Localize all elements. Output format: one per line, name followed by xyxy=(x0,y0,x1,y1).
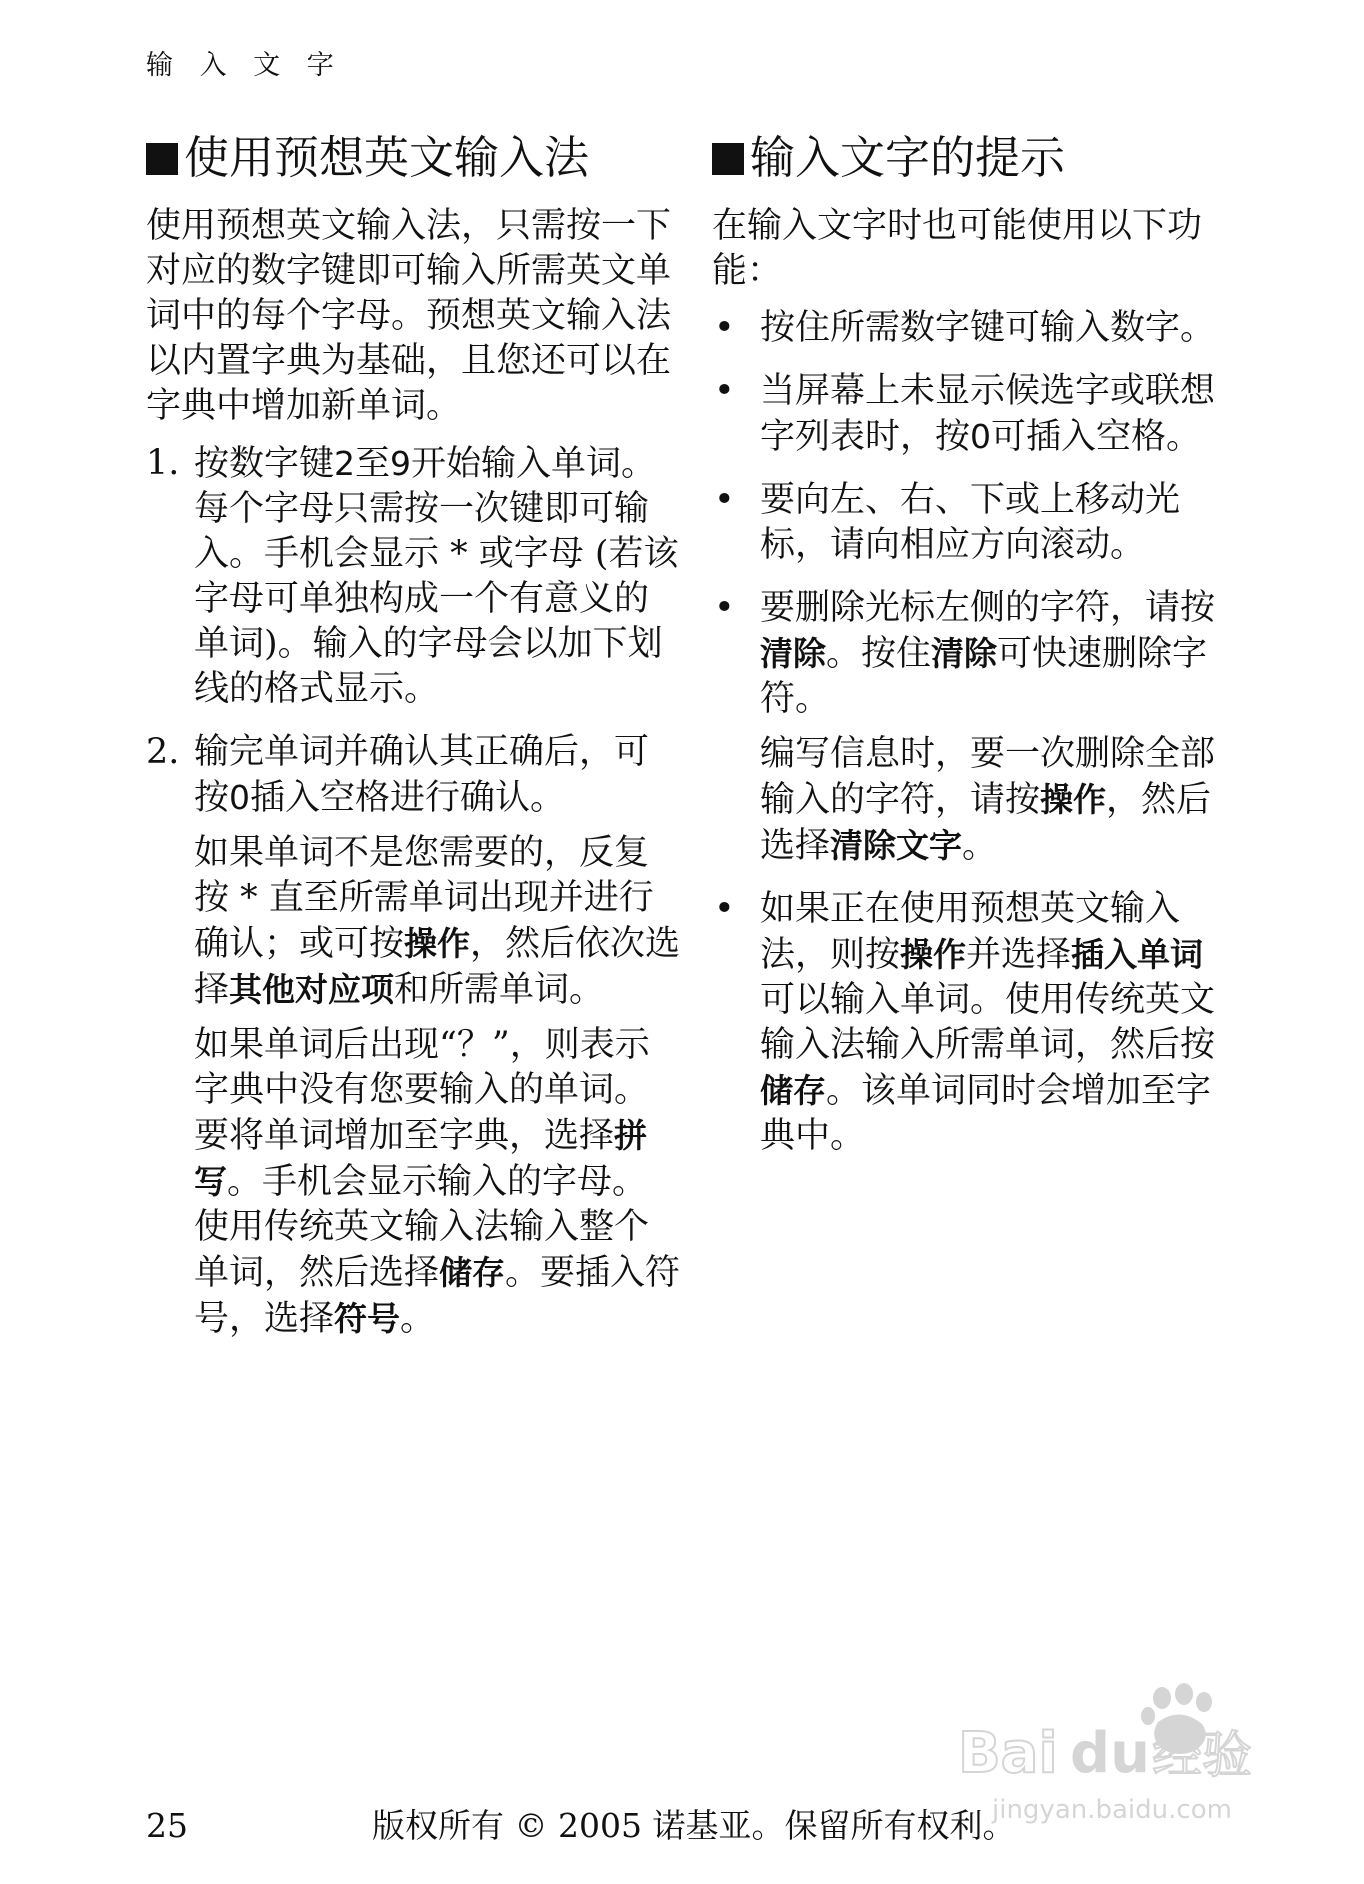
menu-term: 储存 xyxy=(439,1253,506,1292)
bullet-icon: • xyxy=(714,371,735,411)
text-run: 可以输入单词。使用传统英文输入法输入所需单词，然后按 xyxy=(760,980,1216,1065)
tip-item xyxy=(712,586,1227,869)
svg-text:Bai: Bai xyxy=(958,1721,1058,1786)
left-column xyxy=(146,130,681,1360)
intro-paragraph: 在输入文字时也可能使用以下功能： xyxy=(712,206,1203,291)
section-heading-predictive xyxy=(146,130,681,186)
menu-term: 符号 xyxy=(334,1299,401,1338)
svg-text:经验: 经验 xyxy=(1152,1726,1252,1784)
menu-term: 储存 xyxy=(760,1071,826,1110)
bullet-icon: • xyxy=(714,480,735,520)
square-bullet-icon xyxy=(712,143,744,175)
text-run: 。 xyxy=(400,1299,436,1339)
key-label: 9 xyxy=(390,444,412,483)
text-run: 。按住 xyxy=(826,634,932,674)
menu-term: 操作 xyxy=(1040,780,1107,819)
text-run: 。 xyxy=(962,826,998,866)
step-subparagraph xyxy=(194,1023,681,1342)
text-run: 可插入空格。 xyxy=(991,417,1202,457)
step-item xyxy=(146,441,681,712)
heading-text: 输入文字的提示 xyxy=(750,131,1066,184)
text-run: 。要插入符号，选择 xyxy=(194,1253,681,1339)
tip-text: 按住所需数字键可输入数字。 xyxy=(760,308,1216,348)
heading-text: 使用预想英文输入法 xyxy=(184,131,590,184)
menu-term: 清除 xyxy=(931,634,998,673)
bullet-icon: • xyxy=(714,308,735,348)
step-subparagraph xyxy=(194,831,681,1013)
text-run: ，然后依次选择 xyxy=(194,924,681,1010)
svg-text:du: du xyxy=(1070,1721,1150,1786)
svg-text:jingyan.baidu.com: jingyan.baidu.com xyxy=(992,1795,1232,1825)
menu-term: 操作 xyxy=(404,924,471,963)
text-run: 和所需单词。 xyxy=(394,970,605,1010)
tip-text xyxy=(760,371,1215,457)
text-run: 当屏幕上未显示候选字或联想字列表时，按 xyxy=(760,371,1216,457)
tip-subparagraph xyxy=(760,732,1227,869)
text-run: 如果单词不是您需要的，反复按 * 直至所需单词出现并进行确认；或可按 xyxy=(194,833,654,964)
menu-term: 插入单词 xyxy=(1071,935,1204,974)
step-text xyxy=(194,732,649,818)
tips-list xyxy=(712,306,1227,1159)
menu-term: 清除文字 xyxy=(830,826,963,865)
text-run: 编写信息时，要一次删除全部输入的字符，请按 xyxy=(760,734,1216,820)
text-run: 开始输入单词。每个字母只需按一次键即可输入。手机会显示 * 或字母 (若该字母可单独构成一个有意义的单词)。输入的字母会以加下划线的格式显示。 xyxy=(194,444,679,709)
square-bullet-icon xyxy=(146,143,178,175)
menu-term: 清除 xyxy=(760,634,826,673)
tip-text xyxy=(760,889,1215,1156)
tip-item xyxy=(712,478,1227,568)
text-run: 按数字键 xyxy=(194,444,335,484)
text-run: 如果正在使用预想英文输入法，则按 xyxy=(760,889,1181,975)
tip-item xyxy=(712,369,1227,460)
menu-term: 拼写 xyxy=(194,1116,648,1201)
page-number: 25 xyxy=(146,1806,188,1845)
right-column xyxy=(712,130,1227,1177)
step-text xyxy=(194,444,679,709)
tip-item xyxy=(712,887,1227,1159)
tip-text: 要向左、右、下或上移动光标，请向相应方向滚动。 xyxy=(760,480,1181,565)
key-label: 0 xyxy=(229,778,251,817)
step-item xyxy=(146,730,681,1342)
bullet-icon: • xyxy=(714,889,735,929)
tip-item xyxy=(712,306,1227,351)
text-run: 可快速删除字符。 xyxy=(760,634,1208,719)
text-run: 并选择 xyxy=(966,935,1072,975)
steps-list xyxy=(146,441,681,1342)
intro-paragraph: 使用预想英文输入法，只需按一下对应的数字键即可输入所需英文单词中的每个字母。预想英文输入法以内置字典为基础，且您还可以在字典中增加新单词。 xyxy=(146,206,672,426)
step-number: 2. xyxy=(146,732,180,772)
key-label: 2 xyxy=(334,444,356,483)
key-label: 0 xyxy=(970,417,992,456)
tip-text xyxy=(760,588,1215,719)
copyright-notice: 版权所有 © 2005 诺基亚。保留所有权利。 xyxy=(372,1806,1016,1845)
text-run: 要删除光标左侧的字符，请按 xyxy=(760,588,1216,628)
text-run: 输完单词并确认其正确后，可按 xyxy=(194,732,650,818)
text-run: 。该单词同时会增加至字典中。 xyxy=(760,1071,1212,1156)
text-run: 。手机会显示输入的字母。使用传统英文输入法输入整个单词，然后选择 xyxy=(194,1162,650,1293)
running-head: 输 入 文 字 xyxy=(146,50,343,81)
menu-term: 其他对应项 xyxy=(229,970,395,1009)
text-run: 插入空格进行确认。 xyxy=(250,778,566,818)
section-heading-tips xyxy=(712,130,1227,186)
bullet-icon: • xyxy=(714,588,735,628)
step-number: 1. xyxy=(146,443,180,483)
text-run: ，然后选择 xyxy=(760,780,1212,866)
menu-term: 操作 xyxy=(900,935,967,974)
text-run: 至 xyxy=(355,444,391,484)
text-run: 如果单词后出现“？”，则表示字典中没有您要输入的单词。要将单词增加至字典，选择 xyxy=(194,1025,650,1156)
